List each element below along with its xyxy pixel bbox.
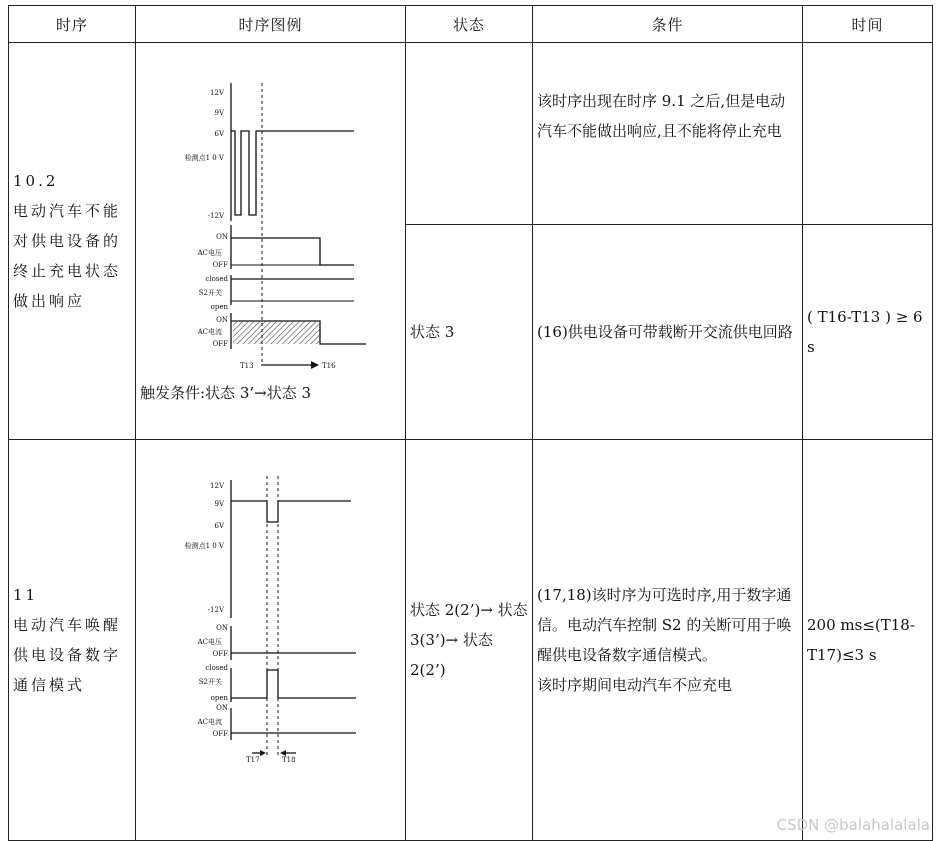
diagram-label-m12v: -12V xyxy=(207,606,224,614)
diagram-label-6v: 6V xyxy=(214,130,224,138)
diagram-label-acv: AC电压 xyxy=(197,249,222,257)
header-row xyxy=(9,6,933,43)
watermark: CSDN @balahalalala xyxy=(776,816,930,834)
seq-cell xyxy=(9,440,136,841)
header-state: 状态 xyxy=(406,6,533,43)
seq-id: 10.2 xyxy=(13,172,59,190)
header-seq: 时序 xyxy=(9,6,136,43)
table-row xyxy=(9,440,933,841)
header-condition: 条件 xyxy=(533,6,803,43)
diagram-label-t16: T16 xyxy=(322,362,336,370)
time-cell: ( T16-T13 ) ≥ 6 s xyxy=(803,225,933,440)
diagram-label-t13: T13 xyxy=(240,362,254,370)
timing-table xyxy=(8,5,933,841)
diagram-label-s2: S2开关 xyxy=(198,678,222,686)
state-cell: 状态 2(2’)→ 状态 3(3’)→ 状态 2(2’) xyxy=(406,440,533,841)
diagram-label-acv: AC电压 xyxy=(197,638,222,646)
seq-desc: 电动汽车不能对供电设备的终止充电状态做出响应 xyxy=(13,202,122,310)
condition-cell: (16)供电设备可带载断开交流供电回路 xyxy=(533,225,803,440)
seq-id: 11 xyxy=(13,586,39,604)
diagram-cell xyxy=(136,440,406,841)
diagram-label-on2: ON xyxy=(216,316,228,324)
diagram-label-aci: AC电流 xyxy=(197,328,222,336)
state-cell: 状态 3 xyxy=(406,225,533,440)
diagram-label-on2: ON xyxy=(216,704,228,712)
diagram-label-closed: closed xyxy=(205,275,228,283)
seq-cell xyxy=(9,43,136,440)
diagram-label-9v: 9V xyxy=(214,500,224,508)
time-cell: 200 ms≤(T18-T17)≤3 s xyxy=(803,440,933,841)
seq-desc: 电动汽车唤醒供电设备数字通信模式 xyxy=(13,616,122,694)
diagram-label-open: open xyxy=(210,694,228,702)
header-diagram: 时序图例 xyxy=(136,6,406,43)
diagram-label-off: OFF xyxy=(212,650,228,658)
diagram-label-t17: T17 xyxy=(246,756,260,764)
header-time: 时间 xyxy=(803,6,933,43)
diagram-label-s2: S2开关 xyxy=(198,289,222,297)
condition-line: (17,18)该时序为可选时序,用于数字通信。电动汽车控制 S2 的关断可用于唤醒供电设备数字通信模式。 xyxy=(537,586,792,664)
diagram-label-aci: AC电流 xyxy=(197,718,222,726)
diagram-label-12v: 12V xyxy=(210,482,224,490)
diagram-label-on: ON xyxy=(216,233,228,241)
diagram-label-6v: 6V xyxy=(214,522,224,530)
diagram-label-9v: 9V xyxy=(214,109,224,117)
diagram-label-m12v: -12V xyxy=(207,212,224,220)
diagram-label-on: ON xyxy=(216,624,228,632)
diagram-label-closed: closed xyxy=(205,664,228,672)
diagram-label-12v: 12V xyxy=(210,89,224,97)
diagram-label-off2: OFF xyxy=(212,730,228,738)
condition-cell: 该时序出现在时序 9.1 之后,但是电动汽车不能做出响应,且不能将停止充电 xyxy=(533,43,803,225)
diagram-label-t18: T18 xyxy=(282,756,296,764)
state-cell xyxy=(406,43,533,225)
timing-diagram-11 xyxy=(136,440,406,840)
table-row xyxy=(9,43,933,225)
condition-line: 该时序期间电动汽车不应充电 xyxy=(537,676,733,694)
diagram-label-off: OFF xyxy=(212,261,228,269)
diagram-label-off2: OFF xyxy=(212,340,228,348)
condition-cell xyxy=(533,440,803,841)
time-cell xyxy=(803,43,933,225)
diagram-label-open: open xyxy=(210,303,228,311)
diagram-label-detect: 检测点1 0 V xyxy=(184,154,224,162)
diagram-label-detect: 检测点1 0 V xyxy=(184,542,224,550)
trigger-condition: 触发条件:状态 3’→状态 3 xyxy=(140,384,312,402)
diagram-cell xyxy=(136,43,406,440)
timing-diagram-10-2 xyxy=(136,43,406,439)
